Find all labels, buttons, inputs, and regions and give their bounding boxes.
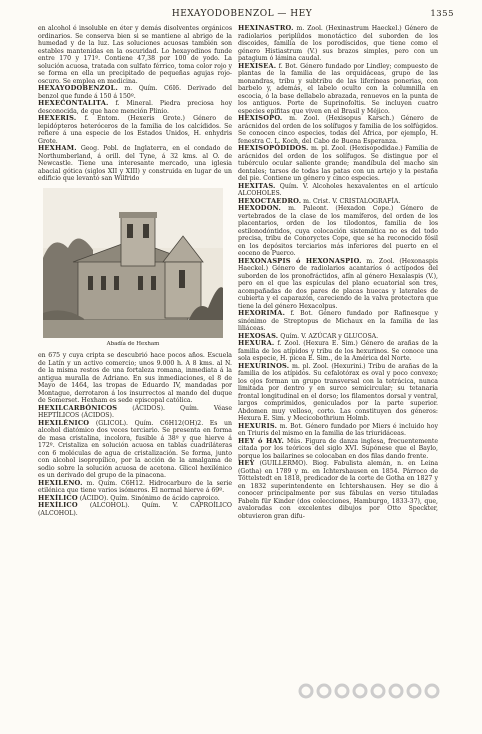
entry-headword: HEXURIS. bbox=[238, 421, 278, 430]
todocoleccion-watermark bbox=[296, 676, 446, 706]
dictionary-entry bbox=[38, 25, 232, 85]
entry-headword: HEXURA. bbox=[238, 339, 275, 347]
entry-headword: HEXOCTAEDRO. bbox=[238, 196, 302, 205]
entry-definition: f. Bot. Género fundado por Lindley; compuesto de plantas de la familia de las orquidáceas, grupo de las monandras, tribu y subtribu de las liferíneas ponerias, con barbelo y, además, el labelo oculto con la columnilla en escocia, ó la base dellabelo abrazada, renuevos en la punta de los antiguos. Porte de Suprinofoltis. Se incluyen cuatro especies epifitas que viven en el Brasil y Méjico. bbox=[238, 62, 438, 115]
dictionary-entry bbox=[238, 145, 438, 183]
entry-headword: HEXODON. bbox=[238, 204, 281, 212]
entry-headword: HEY ó HAY. bbox=[238, 436, 284, 445]
entry-headword: HEXILÉNICO bbox=[38, 418, 90, 427]
entry-definition: m. Crist. V. CRISTALOGRAFÍA. bbox=[303, 197, 401, 205]
entry-definition: f. Bot. Género fundado por Rafinesque y sinónimo de Streptopus de Michaux en la familia de las liliáceas. bbox=[238, 310, 439, 332]
entry-definition: m. Zool. (Hexisopus Karsch.) Género de arácnidos del orden de los solífugos y familia de los solfúgidos. Se conocen cinco especies, todas del África, por ejemplo, H. fenestra C. L. Koch, del Cabo de Buena Esperanza. bbox=[238, 115, 438, 145]
dictionary-entry bbox=[238, 460, 438, 520]
dictionary-entry bbox=[238, 310, 438, 333]
entry-definition: m. pl. Zool. (Hexisopodidae.) Familia de arácnidos del orden de los solífugos. Se distingue por el tubérculo ocular saliente grande; mandíbula del macho sin dentales; tarsos de todas las patas con un artejo y la pestaña del pie. Contiene un género y cinco especies. bbox=[238, 145, 439, 182]
dictionary-entry bbox=[238, 183, 438, 198]
hexham-abbey-illustration bbox=[43, 188, 223, 338]
entry-definition: (GUILLERMO). Biog. Fabulista alemán, n. en Leina (Gotha) en 1789 y m. en Ichtershausen en 1854. Párroco de Töttelstedt en 1818, predicador de la corte de Gotha en 1827 y en 1832 superintendente en Ichtershausen. Hey se dio á conocer principalmente por sus fábulas en verso tituladas Fabeln für Kinder (dos colecciones, Hamburgo, 1833-37), que, avaloradas con excelentes dibujos por Otto Speckter, obtuvieron gran difu- bbox=[238, 460, 439, 520]
entry-definition: f. Mineral. Piedra preciosa hoy desconocida, de que hace mención Plinio. bbox=[38, 100, 232, 115]
entry-headword: HEXURINOS. bbox=[238, 361, 290, 370]
entry-definition: (GLICOL). Quím. C6H12(OH)2. Es un alcohol diatómico dos veces terciario. Se presenta en forma de masa cristalina, incolora, fusible á 38º y que hierve á 172º. Cristaliza en solución acuosa en tablas cuadriláteras con 6 moléculas de agua de cristalización. Se forma, junto con alcohol isopropílico, por la acción de la amalgama de sodio sobre la solución acuosa de acetona. Glicol hexilénico es un derivado del grupo de la pinacona. bbox=[38, 419, 232, 479]
entry-definition: Mús. Figura de danza inglesa, frecuentemente citada por los teóricos del siglo XVI. Supónese que el Baylo, porque los bailarines se colocaban en dos filas dando frente. bbox=[238, 437, 438, 460]
entry-headword: HEXISEA. bbox=[238, 61, 277, 70]
dictionary-entry bbox=[38, 100, 232, 115]
entry-definition: Quím. V. AZÚCAR y GLUCOSA. bbox=[280, 332, 379, 340]
dictionary-entry bbox=[38, 85, 232, 100]
entry-definition: Geog. Pobl. de Inglaterra, en el condado de Northumberland, á orill. del Tyne, á 32 kms. al O. de Newcastle. Tiene una interesante mercado, una iglesia abacial gótica (siglos XII y XIII) y construida en lugar de un edificio que levantó san Wilfrido bbox=[38, 145, 233, 182]
dictionary-entry bbox=[238, 205, 438, 258]
entry-definition: f. Zool. (Hexura E. Sim.) Género de arañas de la familia de los atípidos y tribu de los hexurinos. Se conoce una sola especie, H. picea E. Sim., de la América del Norte. bbox=[238, 340, 438, 362]
entry-headword: HEXITAS. bbox=[238, 181, 276, 190]
dictionary-entry bbox=[238, 423, 438, 438]
entry-headword: HEXHAM. bbox=[38, 144, 77, 152]
watermark-logo-icon bbox=[300, 685, 438, 697]
entry-headword: HEXERIS. bbox=[38, 114, 77, 122]
entry-definition: (ALCOHOL). Quím. V. CAPROÍLICO (ALCOHOL). bbox=[38, 502, 233, 517]
running-head-title: HEXAYODOBENZOL — HEY bbox=[171, 9, 313, 19]
dictionary-entry bbox=[238, 25, 438, 63]
entry-headword: HEY bbox=[238, 459, 255, 467]
entry-definition: m. Zool. (Hexinastrum Haeckel.) Género de radiolarios periplíidos monotáctico del suborden de los discoides, familia de los porodíscidos, que tiene como el género Histiastrum (V.) sus brazos simples, pero con un patagium ó lámina caudal. bbox=[238, 25, 438, 62]
entry-definition: m. Bot. Género fundado por Miers é incluido hoy en Triuris del mismo en la familia de las triuridáceas. bbox=[238, 422, 438, 437]
left-column bbox=[38, 25, 232, 517]
entry-headword: HEXECONTALITA. bbox=[38, 99, 109, 107]
entry-headword: HEXAYODOBENZOL. bbox=[38, 84, 118, 92]
entry-headword: HEXÍLICO bbox=[38, 501, 78, 509]
entry-definition: (ÁCIDO). Quím. Sinónimo de ácido caproico. bbox=[79, 494, 220, 502]
entry-headword: HEXINASTRO. bbox=[238, 24, 294, 32]
entry-headword: HEXISOPÓDIDOS. bbox=[238, 144, 309, 152]
abbey-engraving bbox=[43, 188, 223, 338]
entry-definition: Quím. V. Alcoholes hexavalentes en el artículo ALCOHOLES. bbox=[238, 182, 439, 197]
dictionary-entry bbox=[38, 115, 232, 145]
entry-headword: HEXÍLICO bbox=[38, 493, 78, 502]
dictionary-entry bbox=[238, 258, 438, 311]
right-column bbox=[238, 25, 438, 520]
entry-definition: m. pl. Zool. (Hexurini.) Tribu de arañas de la familia de los atípidos. Su cefalotórax es oval y poco convexo; los ojos forman un grupo transversal con la tetrácica, nunca limitada por dentro y en surco semicircular; su tetanaria frontal longitudinal en el dorso; los filamentos dorsal y ventral, largos comprimidos, geniculados por la parte superior. Abdomen muy velloso, corto. Las constituyen dos géneros: Hexura E. Sim. y Mecicobothrium Holmb. bbox=[238, 362, 439, 422]
dictionary-entry bbox=[238, 63, 438, 116]
dictionary-entry bbox=[238, 363, 438, 423]
entry-definition: f. Entom. (Hexeris Grote.) Género de lepidópteros heteróceros de la familia de los calcídidos. Se refiere á una especie de los Estados Unidos, H. enhydris Grote. bbox=[38, 115, 232, 145]
entry-headword: HEXONASPIS ó HEXONASPIO. bbox=[238, 256, 362, 265]
running-head bbox=[30, 9, 454, 21]
entry-definition: m. Quím. C6I6. Derivado del benzol que funde á 150 á 150º. bbox=[38, 85, 233, 100]
dictionary-entry bbox=[38, 420, 232, 480]
entry-definition: en alcohol é insoluble en éter y demás disolventes orgánicos ordinarios. Se conserva bien si se mantiene al abrigo de la humedad y de la luz. Las soluciones acuosas también son estables mantenidas en la oscuridad. Lo hexayodinos funde entre 170 y 171º. Contiene 47,38 por 100 de yodo. La solución acuosa, tratada con sulfato férrico, toma color rojo y se forma en ella un precipitado de pequeñas agujas rojo-oscuro. Se emplea en medicina. bbox=[38, 25, 232, 85]
dictionary-entry bbox=[238, 438, 438, 461]
page-number: 1355 bbox=[430, 9, 454, 19]
entry-definition: m. Quím. C6H12. Hidrocarburo de la serie etilénica que tiene varios isómeros. El normal hierve á 69º. bbox=[38, 479, 232, 494]
entry-definition: (ÁCIDOS). Quím. Véase HEPTÍLICOS (ÁCIDOS). bbox=[38, 404, 233, 419]
dictionary-entry bbox=[238, 340, 438, 363]
dictionary-entry bbox=[238, 115, 438, 145]
dictionary-entry bbox=[38, 405, 232, 420]
entry-headword: HEXILENO. bbox=[38, 478, 83, 487]
dictionary-entry bbox=[38, 502, 232, 517]
entry-definition: m. Zool. (Hexonaspis Haeckel.) Género de radiolarios acantaríos ó actípodos del suborden de los pronofráctidos, afín al género Hexalaspis (V.), pero en el que las espículas del plano ecuatorial son tres, acompañadas de dos pares de placas huecas y laterales de cubierta y el caparazón, careciendo de la valva protectora que tiene la del género Hexacolpus. bbox=[238, 257, 438, 310]
figure-caption: Abadía de Hexham bbox=[106, 340, 160, 347]
entry-definition: en 675 y cuya cripta se descubrió hace pocos años. Escuela de Latín y un activo comercio; unos 9.000 h. A 8 kms. al N. de la misma restos de una fortaleza romana, inmediata á la antigua muralla de Adriano. En sus inmediaciones, el 8 de Mayo de 1464, las tropas de Eduardo IV, mandadas por Montague, derrotaron á los insurrectos al mando del duque de Somerset. Hexham es sede episcopal católica. bbox=[38, 352, 232, 404]
entry-headword: HEXORIMA. bbox=[238, 309, 286, 317]
dictionary-entry bbox=[38, 352, 232, 405]
entry-headword: HEXILCARBÓNICOS bbox=[38, 403, 118, 412]
dictionary-entry bbox=[38, 145, 232, 183]
dictionary-entry bbox=[38, 480, 232, 495]
entry-headword: HEXOSAS. bbox=[238, 331, 279, 340]
entry-headword: HEXISOPO. bbox=[238, 114, 283, 122]
entry-definition: m. Paleont. (Hexadon Cope.) Género de vertebrados de la clase de los mamíferos, del orden de los placentarios, orden de los tilodontos, familia de los estilonodóntidos, cuya colocación sistemática no es del todo precisa, tribu de Conoryctes Cope, que se ha reconocido fósil en los depósitos terciarios más inferiores del puerto en el eoceno de Puerco. bbox=[238, 205, 439, 257]
